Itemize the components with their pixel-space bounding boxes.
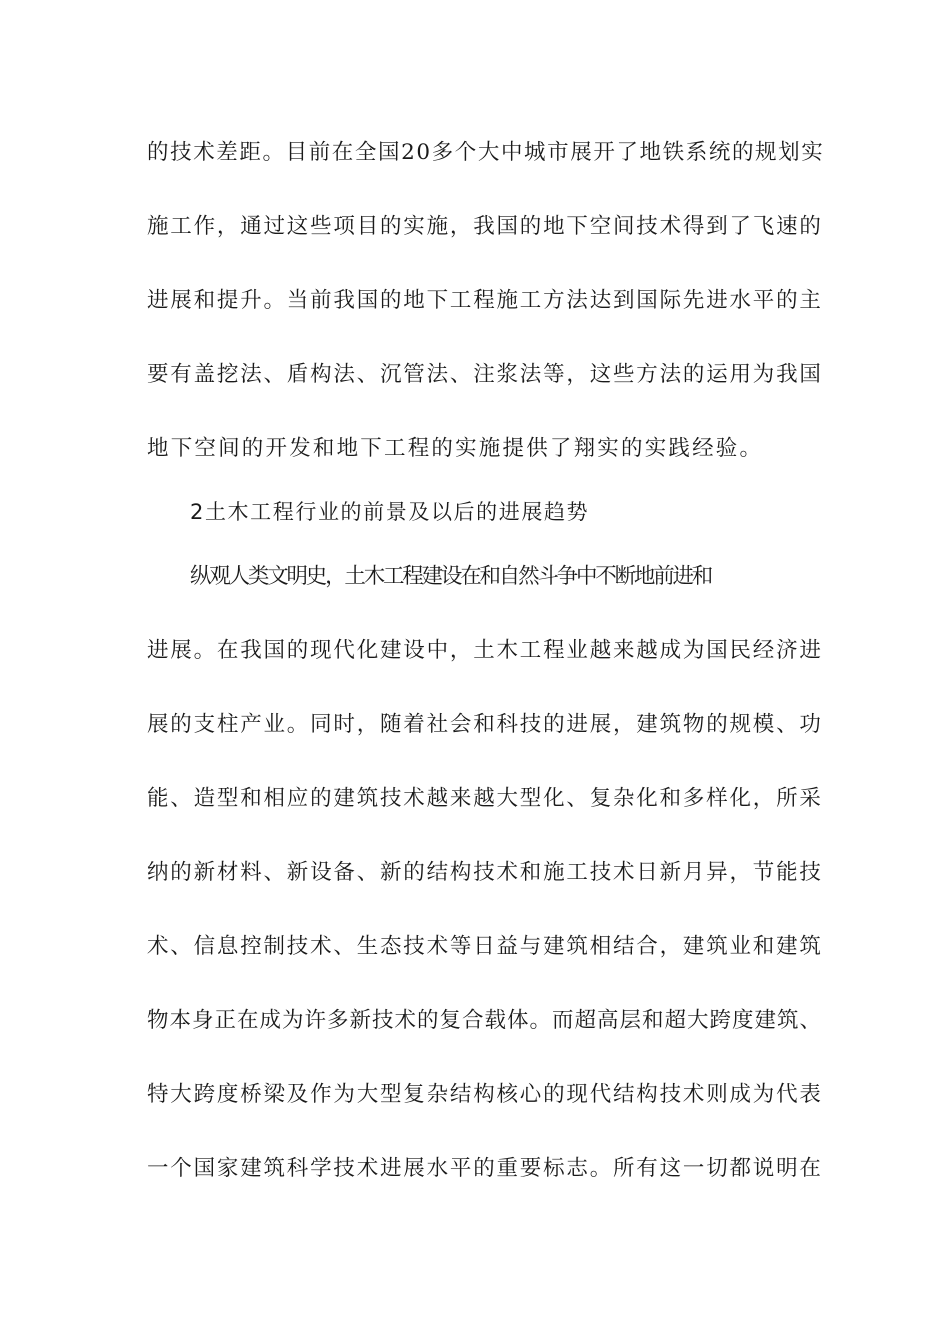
paragraph-2-line-7: 物本身正在成为许多新技术的复合载体。而超高层和超大跨度建筑、 (147, 1008, 823, 1033)
paragraph-2-line-4: 能、造型和相应的建筑技术越来越大型化、复杂化和多样化，所采 (147, 786, 823, 811)
paragraph-2-line-5: 纳的新材料、新设备、新的结构技术和施工技术日新月异，节能技 (147, 860, 823, 885)
paragraph-2-line-1: 纵观人类文明史，土木工程建设在和自然斗争中不断地前进和 (190, 564, 712, 589)
paragraph-1-line-4: 要有盖挖法、盾构法、沉管法、注浆法等，这些方法的运用为我国 (147, 362, 823, 387)
section-heading: 2土木工程行业的前景及以后的进展趋势 (190, 500, 590, 524)
paragraph-2-line-2: 进展。在我国的现代化建设中，土木工程业越来越成为国民经济进 (147, 638, 823, 663)
paragraph-2-line-9: 一个国家建筑科学技术进展水平的重要标志。所有这一切都说明在 (147, 1156, 823, 1181)
paragraph-1-line-3: 进展和提升。当前我国的地下工程施工方法达到国际先进水平的主 (147, 288, 823, 313)
paragraph-2-line-8: 特大跨度桥梁及作为大型复杂结构核心的现代结构技术则成为代表 (147, 1082, 823, 1107)
paragraph-1-line-1: 的技术差距。目前在全国20多个大中城市展开了地铁系统的规划实 (147, 140, 825, 165)
paragraph-1-line-2: 施工作，通过这些项目的实施，我国的地下空间技术得到了飞速的 (147, 214, 823, 239)
paragraph-2-line-6: 术、信息控制技术、生态技术等日益与建筑相结合，建筑业和建筑 (147, 934, 823, 959)
paragraph-2-line-3: 展的支柱产业。同时，随着社会和科技的进展，建筑物的规模、功 (147, 712, 823, 737)
paragraph-1-line-5: 地下空间的开发和地下工程的实施提供了翔实的实践经验。 (147, 436, 764, 461)
